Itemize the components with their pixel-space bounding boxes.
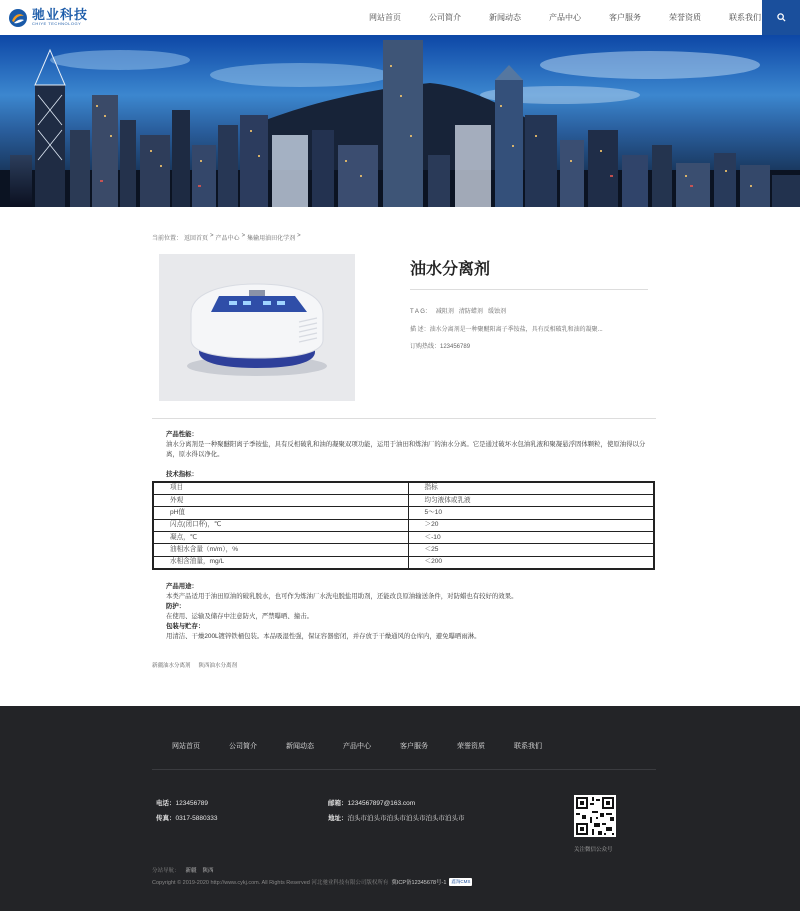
product-detail [152,430,656,642]
cms-badge[interactable]: 鑫淘CMS [451,879,471,884]
wechat-qr-code [574,795,616,837]
table-row [153,519,654,531]
tag-link[interactable]: 缓蚀剂 [487,309,506,315]
address-value: 泊头市泊头市泊头市泊头市泊头市泊头市 [347,815,465,822]
fax-label: 传真： [156,815,176,822]
footer-nav-news[interactable]: 新闻动态 [286,743,314,750]
city-banner-image [0,35,800,207]
product-tags [410,306,506,315]
table-cell: ＞20 [408,519,654,531]
search-button[interactable] [762,0,800,35]
table-cell: 项目 [153,482,408,494]
sitenav-label: 分站导航： [152,868,180,874]
footer-nav-products[interactable]: 产品中心 [343,743,371,750]
table-row [153,494,654,506]
copyright-text: Copyright © 2019-2020 http://www.cykj.com. All Rights Reserved 河北驰业科技有限公司版权所有 [152,880,389,886]
perf-heading: 产品性能： [166,431,198,438]
footer-nav-honors[interactable]: 荣誉资质 [457,743,485,750]
footer-nav-about[interactable]: 公司简介 [229,743,257,750]
city-skyline [0,35,800,207]
breadcrumb-separator: > [241,233,246,239]
table-row [153,544,654,556]
product-description: 描 述：油水分离剂是一种聚醚阳离子季铵盐，具有反相破乳和油的凝聚... [410,327,603,333]
nav-products[interactable]: 产品中心 [549,13,581,22]
device-illustration [159,254,355,401]
copyright [152,878,472,886]
substation-nav [152,866,214,874]
breadcrumb [152,233,301,242]
product-title: 油水分离剂 [410,261,491,278]
phone-label: 电话： [156,800,176,807]
table-row [153,532,654,544]
tag-link[interactable]: 清防蜡剂 [458,309,483,315]
use-heading: 产品用途： [166,582,198,590]
qr-code-icon [574,795,616,837]
safety-heading: 防护： [166,602,186,610]
related-link[interactable]: 陕西油水分离剂 [198,663,238,669]
logo-icon [8,8,28,28]
site-logo[interactable] [8,6,88,29]
table-cell: 指标 [408,482,654,494]
footer-divider [152,769,656,770]
breadcrumb-products[interactable]: 产品中心 [215,236,240,242]
safety-text: 在使用、运输及储存中注意防火，严禁曝晒、撞击。 [166,612,313,620]
nav-about[interactable]: 公司简介 [429,13,461,22]
address-label: 地址： [328,815,348,822]
email-label: 邮箱： [328,800,348,807]
site-header [0,0,800,35]
icp-link[interactable]: 冀ICP备12345678号-1 [391,880,447,886]
table-cell: 外观 [153,494,408,506]
logo-title: 驰业科技 [32,7,89,22]
table-row [153,556,654,568]
table-cell: 油相水含量（m/m），% [153,544,408,556]
qr-caption: 关注微信公众号 [574,847,613,853]
table-cell: 均匀液体或乳液 [408,494,654,506]
section-divider [152,418,656,419]
table-row [153,482,654,494]
main-nav [355,0,775,35]
table-cell: 凝点，℃ [153,532,408,544]
order-hotline: 订购热线：123456789 [410,344,471,350]
related-links [152,661,237,669]
footer-email [328,798,415,807]
nav-service[interactable]: 客户服务 [609,13,641,22]
use-text: 本类产品适用于油田原油的破乳脱水，也可作为炼油厂水洗电脱盐用助剂，还能改良原油输送条件，对防蜡也有较好的效果。 [166,592,518,600]
breadcrumb-category[interactable]: 集输用油田化学剂 [247,236,296,242]
site-footer [0,706,800,911]
spec-table [152,481,655,570]
footer-phone [156,798,208,807]
breadcrumb-prefix: 当前位置： [152,236,183,242]
table-cell: 闪点(闭口杯)，℃ [153,519,408,531]
title-divider [410,289,648,290]
footer-nav-contact[interactable]: 联系我们 [514,743,542,750]
footer-nav-home[interactable]: 网站首页 [172,743,200,750]
table-cell: ＜-10 [408,532,654,544]
breadcrumb-separator: > [297,233,301,239]
sitenav-link[interactable]: 陕西 [202,868,214,874]
footer-fax [156,813,217,822]
footer-nav [172,741,542,751]
sitenav-link[interactable]: 新疆 [185,868,197,874]
table-cell: 5～10 [408,507,654,519]
product-image[interactable] [159,254,355,401]
table-cell: 水相含油量，mg/L [153,556,408,568]
spec-heading: 技术指标： [166,471,198,478]
email-value[interactable]: 1234567897@163.com [347,800,416,807]
phone-value: 123456789 [175,800,209,807]
table-row [153,507,654,519]
breadcrumb-separator: > [210,233,214,239]
nav-contact[interactable]: 联系我们 [729,13,761,22]
tag-label: T A G： [410,309,431,315]
related-link[interactable]: 新疆油水分离剂 [152,663,191,669]
search-icon [777,13,786,22]
nav-news[interactable]: 新闻动态 [489,13,521,22]
pack-text: 用清洁、干燥200L镀锌铁桶包装。本品吸湿性强，保证容器密闭，并存放于干燥通风的仓库内，避免曝晒雨淋。 [166,632,481,640]
pack-heading: 包装与贮存： [166,622,205,630]
logo-subtitle: CHIYE TECHNOLOGY [32,21,82,26]
fax-value: 0317-5880333 [175,815,218,822]
footer-nav-service[interactable]: 客户服务 [400,743,428,750]
table-cell: ＜200 [408,556,654,568]
breadcrumb-home[interactable]: 返回首页 [184,236,209,242]
footer-address [328,813,465,822]
table-cell: ＜25 [408,544,654,556]
perf-text: 油水分离剂是一种聚醚阳离子季铵盐，具有反相破乳和油的凝聚双项功能，运用于油田和炼油厂的油水分离。它是通过破坏水包油乳液和聚凝悬浮固体颗粒，使原油得以分离，原水得以净化。 [166,441,646,458]
tag-link[interactable]: 减阻剂 [435,309,454,315]
table-cell: pH值 [153,507,408,519]
nav-honors[interactable]: 荣誉资质 [669,13,701,22]
nav-home[interactable]: 网站首页 [369,13,401,22]
